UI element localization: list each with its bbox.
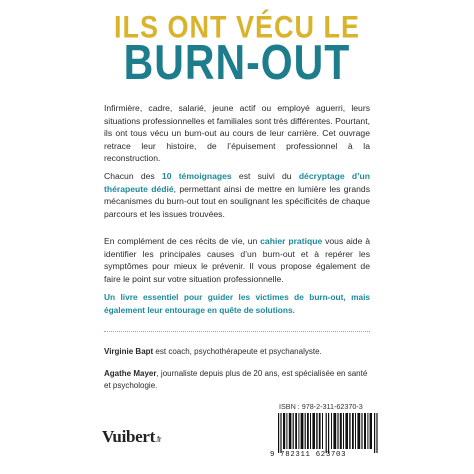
workbook-paragraph (104, 235, 370, 285)
author-bio-1 (104, 346, 370, 358)
author-name: Virginie Bapt (104, 347, 154, 356)
title-line-2: BURN-OUT (123, 34, 351, 90)
intro-paragraph: Infirmière, cadre, salarié, jeune actif ou employé aguerri, leurs situations professionnelles et familiales sont très différentes. Pourtant, ils ont tous vécu un burn-out au cours de leur carrière. Cet ouvrage retrace leur histoire, de l’épuisement professionnel à la reconstruction. (104, 103, 370, 163)
title-line-1: ILS ONT VÉCU LE (113, 9, 361, 45)
text-run: , permettant ainsi de mettre en lumière les grands mécanismes du burn-out tout en soulignant les spécificités de chaque parcours et les issues trouvées. (104, 183, 370, 219)
barcode-digits: 9 782311 623703 (270, 451, 347, 459)
text-run: En complément de ces récits de vie, un (104, 236, 261, 246)
author-bio-2 (104, 368, 370, 391)
author-bio: est coach, psychothérapeute et psychanalyste. (153, 347, 322, 356)
isbn-label: ISBN : 978-2-311-62370-3 (279, 402, 363, 411)
highlight-cahier: cahier pratique (260, 236, 323, 246)
author-name: Agathe Mayer (104, 369, 157, 378)
testimonies-paragraph (104, 170, 370, 220)
author-bio: , journaliste depuis plus de 20 ans, est spécialisée en santé et psychologie. (104, 369, 368, 390)
tagline-paragraph: Un livre essentiel pour guider les victimes de burn-out, mais également leur entourage en quête de solutions. (104, 292, 370, 315)
publisher-logo (102, 427, 161, 447)
highlight-testimonies: 10 témoignages (161, 171, 232, 181)
highlight-decryptage: décryptage d’un thérapeute dédié (104, 171, 371, 194)
text-run: vous aide à identifier les principales causes d’un burn-out et à repérer les symptômes pour mieux le prévenir. Il vous propose également de faire le point sur votre situation professionnelle. (104, 236, 371, 284)
dotted-divider (104, 331, 370, 332)
publisher-ext: .fr (155, 435, 162, 444)
publisher-name: Vuibert (102, 427, 156, 446)
barcode-icon (276, 413, 380, 453)
text-run: est suivi du (231, 171, 299, 181)
text-run: Chacun des (104, 171, 162, 181)
